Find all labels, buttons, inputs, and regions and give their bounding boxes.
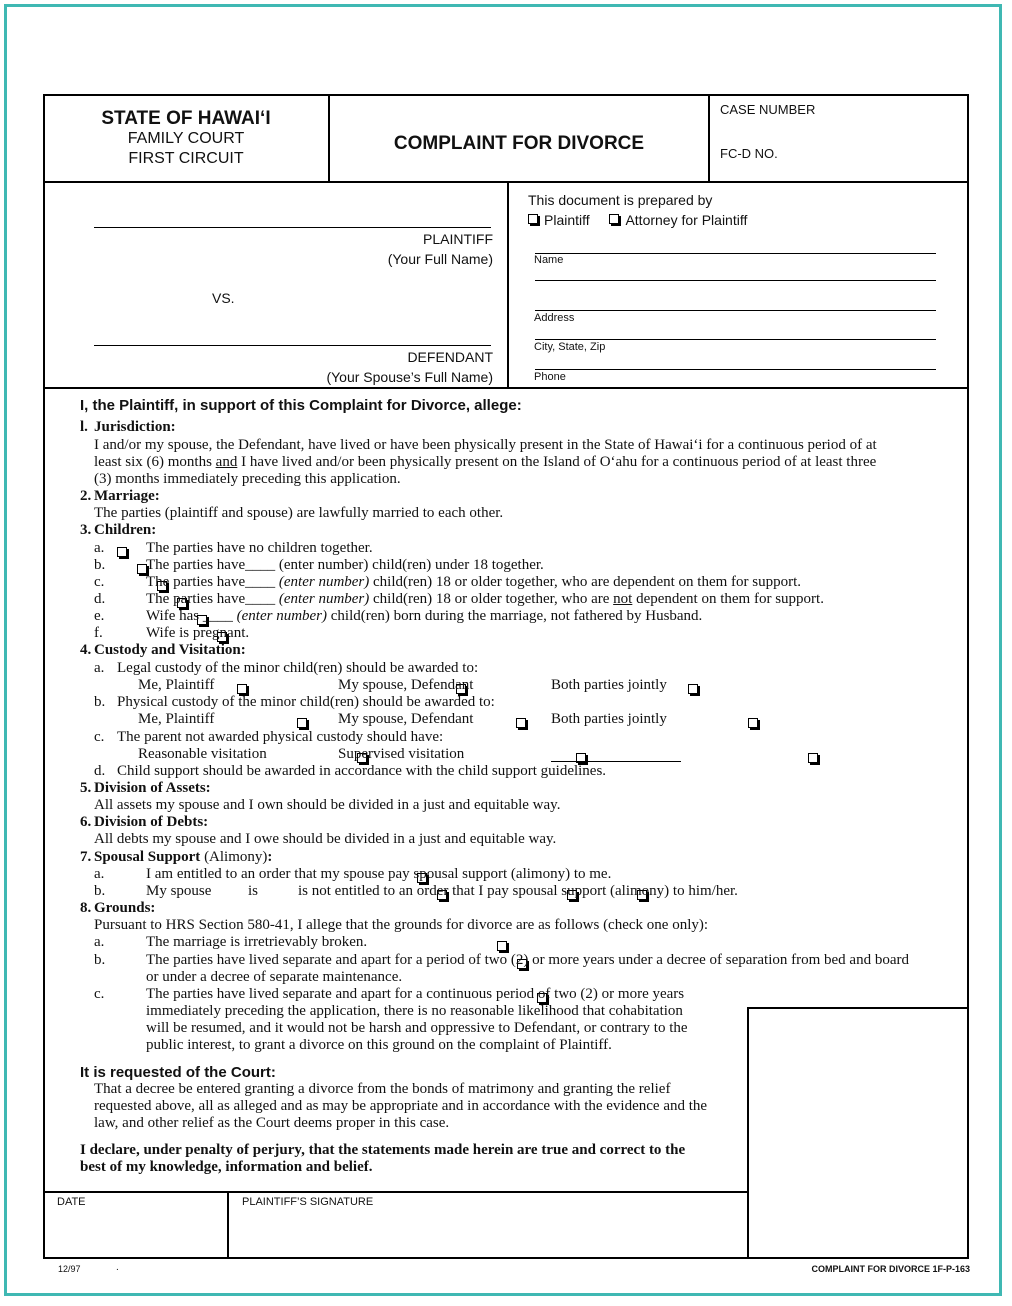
s7-title (94, 849, 272, 866)
s6-line1: All debts my spouse and I owe should be divided in a just and equitable way. (94, 831, 557, 847)
s3-c-part1: The parties have____ (146, 574, 279, 590)
plaintiff-hint: (Your Full Name) (387, 251, 493, 267)
address-label: Address (534, 312, 575, 324)
fcd-number-label: FC-D NO. (720, 146, 778, 161)
declaration-line1: I declare, under penalty of perjury, that the statements made herein are true and correct to the (80, 1142, 686, 1158)
s3-d-part2: (enter number) (278, 591, 370, 607)
s3-e-letter: e. (94, 608, 105, 624)
defendant-name-line[interactable] (94, 345, 491, 346)
s4-c-reasonable-label: Reasonable visitation (138, 746, 267, 762)
s8-number: 8. (80, 900, 92, 916)
s1-and: and (215, 454, 238, 470)
address-line-1[interactable] (535, 310, 936, 311)
defendant-label: DEFENDANT (407, 349, 493, 365)
s8-c-letter: c. (94, 986, 105, 1002)
request-line2: requested above, all as alleged and as may be appropriate and in accordance with the evidence and the (94, 1098, 708, 1114)
plaintiff-label: PLAINTIFF (422, 231, 493, 247)
s4-c-other-line[interactable] (551, 761, 681, 762)
s4-b-both-label: Both parties jointly (551, 711, 667, 727)
s1-title: Jurisdiction: (94, 419, 176, 435)
phone-label: Phone (534, 371, 566, 383)
date-label: DATE (57, 1196, 86, 1208)
s8-a-letter: a. (94, 934, 105, 950)
s4-b-letter: b. (94, 694, 106, 710)
s4-d-text: Child support should be awarded in accordance with the child support guidelines. (117, 763, 607, 779)
s4-b-me-checkbox[interactable] (297, 718, 307, 728)
s4-c-text: The parent not awarded physical custody should have: (117, 729, 444, 745)
address-line-2[interactable] (535, 339, 936, 340)
defendant-hint: (Your Spouse’s Full Name) (326, 369, 493, 385)
s3-c-text (146, 574, 801, 591)
s7-b-letter: b. (94, 883, 106, 899)
s8-c-line4: public interest, to grant a divorce on this ground on the complaint of Plaintiff. (146, 1037, 612, 1053)
s6-title: Division of Debts: (94, 814, 209, 830)
name-label: Name (534, 254, 564, 266)
s3-f-text: Wife is pregnant. (146, 625, 250, 641)
s3-f-letter: f. (94, 625, 103, 641)
allege-heading: I, the Plaintiff, in support of this Complaint for Divorce, allege: (80, 397, 522, 414)
city-line[interactable] (535, 369, 936, 370)
s2-number: 2. (80, 488, 92, 504)
s1-line2a: least six (6) months (94, 454, 216, 470)
s7-title-main: Spousal Support (94, 849, 201, 865)
parties-col-divider (507, 181, 509, 388)
s4-c-letter: c. (94, 729, 105, 745)
s1-line3: (3) months immediately preceding this application. (94, 471, 401, 487)
s4-c-supervised-label: Supervised visitation (338, 746, 465, 762)
request-heading: It is requested of the Court: (80, 1064, 276, 1081)
s3-e-part1: Wife has ____ (146, 608, 237, 624)
s4-a-letter: a. (94, 660, 105, 676)
s3-b-text: The parties have____ (enter number) child(ren) under 18 together. (146, 557, 544, 573)
s7-title-colon: : (267, 849, 273, 865)
s4-a-me-checkbox[interactable] (237, 684, 247, 694)
s3-a-text: The parties have no children together. (146, 540, 373, 556)
s4-b-spouse-checkbox[interactable] (516, 718, 526, 728)
s8-b-line2: or under a decree of separate maintenance. (146, 969, 403, 985)
signature-field[interactable] (229, 1212, 745, 1257)
prepared-by-title: This document is prepared by (528, 192, 713, 208)
s2-title: Marriage: (94, 488, 160, 504)
court-box-left (747, 1007, 749, 1259)
s5-title: Division of Assets: (94, 780, 211, 796)
signature-label: PLAINTIFF’S SIGNATURE (242, 1196, 374, 1208)
s4-b-me-label: Me, Plaintiff (138, 711, 215, 727)
court-box-top (747, 1007, 969, 1009)
s3-c-letter: c. (94, 574, 105, 590)
s4-a-text: Legal custody of the minor child(ren) should be awarded to: (117, 660, 479, 676)
s4-b-both-checkbox[interactable] (748, 718, 758, 728)
s6-number: 6. (80, 814, 92, 830)
case-number-label: CASE NUMBER (720, 102, 816, 117)
s8-c-line2: immediately preceding the application, there is no reasonable likelihood that cohabitation (146, 1003, 683, 1019)
s3-e-part2: (enter number) (236, 608, 328, 624)
s8-intro: Pursuant to HRS Section 580-41, I allege that the grounds for divorce are as follows (check one only): (94, 917, 709, 933)
s3-d-part4: not (613, 591, 633, 607)
s3-a-letter: a. (94, 540, 105, 556)
s8-c-line1: The parties have lived separate and apart for a continuous period of two (2) or more years (146, 986, 685, 1002)
s5-line1: All assets my spouse and I own should be divided in a just and equitable way. (94, 797, 561, 813)
revision-date: 12/97 (58, 1264, 81, 1274)
plaintiff-option-label: Plaintiff (544, 212, 590, 228)
date-field[interactable] (45, 1212, 225, 1257)
request-line3: law, and other relief as the Court deems proper in this case. (94, 1115, 450, 1131)
s4-c-other-checkbox[interactable] (808, 753, 818, 763)
s4-b-text: Physical custody of the minor child(ren) should be awarded to: (117, 694, 495, 710)
s1-line2 (94, 454, 876, 471)
s4-a-both-checkbox[interactable] (688, 684, 698, 694)
s7-b-part3: is not entitled to an order that I pay spousal support (alimony) to him/her. (298, 883, 738, 899)
versus-label: VS. (212, 290, 235, 306)
s2-line1: The parties (plaintiff and spouse) are lawfully married to each other. (94, 505, 504, 521)
s7-a-letter: a. (94, 866, 105, 882)
parties-bottom-line (43, 387, 969, 389)
header-col-divider-2 (708, 94, 710, 182)
name-line-2[interactable] (535, 280, 936, 281)
s1-line2c: I have lived and/or been physically present on the Island of O‘ahu for a continuous period of at least three (237, 454, 877, 470)
s4-number: 4. (80, 642, 92, 658)
s3-c-part2: (enter number) (278, 574, 370, 590)
form-identifier: COMPLAINT FOR DIVORCE 1F-P-163 (811, 1264, 970, 1274)
s8-a-text: The marriage is irretrievably broken. (146, 934, 368, 950)
s8-c-line3: will be resumed, and it would not be harsh and oppressive to Defendant, or contrary to the (146, 1020, 688, 1036)
s8-a-checkbox[interactable] (497, 941, 507, 951)
city-label: City, State, Zip (534, 341, 606, 353)
s7-b-part1: My spouse (146, 883, 212, 899)
s7-b-part2: is (248, 883, 259, 899)
attorney-option-label: Attorney for Plaintiff (625, 212, 748, 228)
s4-a-both-label: Both parties jointly (551, 677, 667, 693)
revision-dot: . (116, 1262, 119, 1273)
s3-e-part3: child(ren) born during the marriage, not fathered by Husband. (327, 608, 703, 624)
s4-title: Custody and Visitation: (94, 642, 246, 658)
s3-b-letter: b. (94, 557, 106, 573)
s3-title: Children: (94, 522, 157, 538)
declaration-line2: best of my knowledge, information and belief. (80, 1159, 373, 1175)
name-line-1[interactable] (535, 253, 936, 254)
attorney-checkbox[interactable] (609, 214, 619, 224)
s8-b-letter: b. (94, 952, 106, 968)
s3-d-part3: child(ren) 18 or older together, who are (369, 591, 614, 607)
s7-title-alimony: (Alimony) (200, 849, 268, 865)
s3-d-part5: dependent on them for support. (632, 591, 824, 607)
state-title: STATE OF HAWAI‘I (101, 108, 271, 129)
circuit-name: FIRST CIRCUIT (128, 150, 244, 167)
s7-a-text: I am entitled to an order that my spouse pay spousal support (alimony) to me. (146, 866, 612, 882)
s8-title: Grounds: (94, 900, 156, 916)
s7-number: 7. (80, 849, 92, 865)
header-divider (43, 181, 969, 183)
plaintiff-checkbox[interactable] (528, 214, 538, 224)
s1-line1: I and/or my spouse, the Defendant, have lived or have been physically present in the State of Hawai‘i for a continuous period of at (94, 437, 877, 453)
prepared-by-options (528, 212, 747, 228)
s3-d-letter: d. (94, 591, 106, 607)
s4-a-spouse-label: My spouse, Defendant (338, 677, 474, 693)
s1-number: l. (80, 419, 88, 435)
s3-d-text (146, 591, 824, 608)
request-line1: That a decree be entered granting a divorce from the bonds of matrimony and granting the relief (94, 1081, 671, 1097)
s4-b-spouse-label: My spouse, Defendant (338, 711, 474, 727)
signature-row-top (43, 1191, 748, 1193)
s3-d-part1: The parties have____ (146, 591, 279, 607)
court-name: FAMILY COURT (127, 130, 245, 147)
s5-number: 5. (80, 780, 92, 796)
s4-a-me-label: Me, Plaintiff (138, 677, 215, 693)
s3-number: 3. (80, 522, 92, 538)
document-title: COMPLAINT FOR DIVORCE (393, 133, 645, 154)
plaintiff-name-line[interactable] (94, 227, 491, 228)
s3-e-text (146, 608, 702, 625)
s4-d-letter: d. (94, 763, 106, 779)
s8-b-line1: The parties have lived separate and apart for a period of two (2) or more years under a decree of separation from bed and board (146, 952, 909, 968)
s3-c-part3: child(ren) 18 or older together, who are dependent on them for support. (369, 574, 802, 590)
s3-a-checkbox[interactable] (117, 547, 127, 557)
